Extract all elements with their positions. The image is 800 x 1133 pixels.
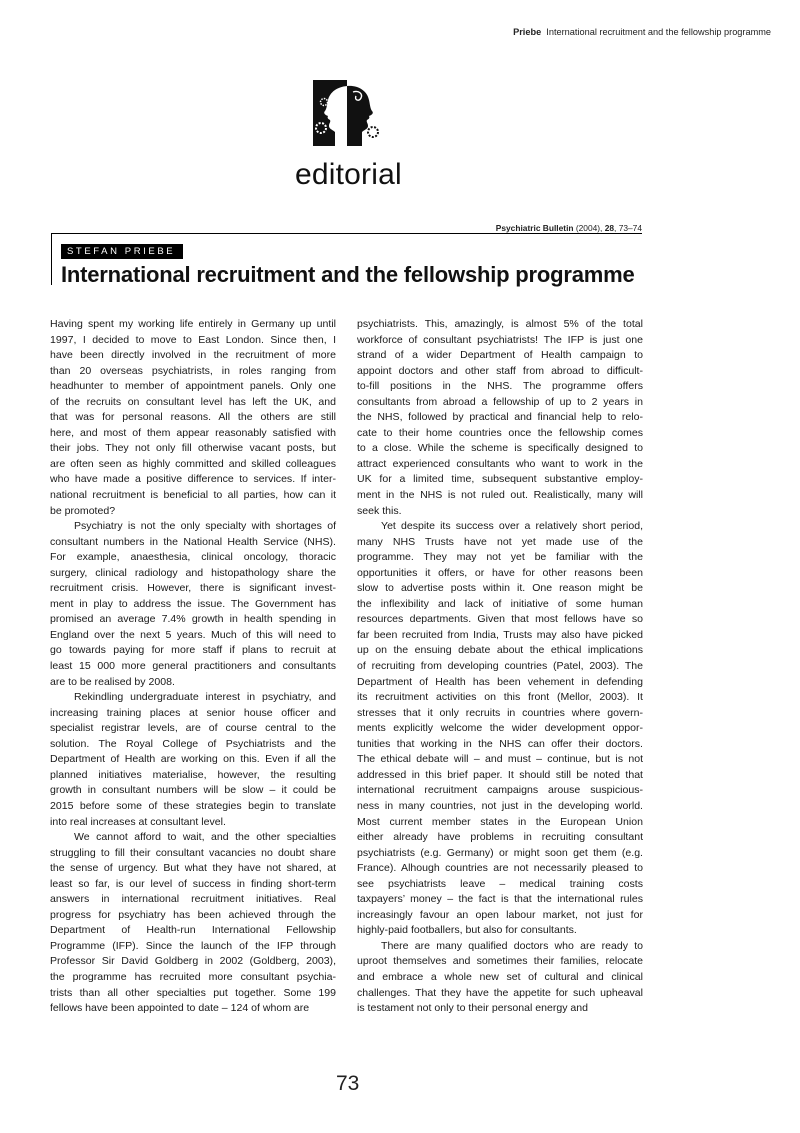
text-line: increasingly favour an open labour market, not just for — [357, 908, 643, 921]
text-line: far been recruited from India, Trusts may also have picked — [357, 628, 643, 641]
citation-pages: , 73–74 — [614, 223, 642, 233]
text-line: solution. The Royal College of Psychiatrists and the — [50, 737, 336, 750]
header-side-rule — [51, 233, 52, 285]
text-line: programme. They may not yet be familiar with the — [357, 551, 643, 564]
text-line: the NHS, followed by practical and financial help to relo- — [357, 411, 643, 424]
body-paragraph — [50, 519, 336, 690]
text-line: surgery, clinical radiology and histopathology share the — [50, 566, 336, 579]
body-paragraph — [50, 830, 336, 1017]
text-line: to-fill positions in the NHS. The programme offers — [357, 380, 643, 393]
text-line: are often seen as highly committed and skilled colleagues — [50, 457, 336, 470]
body-paragraph — [50, 690, 336, 830]
text-line: uproot themselves and sometimes their families, relocate — [357, 955, 643, 968]
text-line: stresses that it only recruits in countries where govern- — [357, 706, 643, 719]
text-line: than 20 overseas psychiatrists, in roles ranging from — [50, 364, 336, 377]
running-head-title: International recruitment and the fellowship programme — [546, 27, 771, 37]
text-line: seek this. — [357, 504, 402, 517]
body-paragraph — [357, 939, 643, 1017]
text-line: increasing training places at senior house officer and — [50, 706, 336, 719]
citation-volume: 28 — [604, 223, 615, 233]
text-line: Professor Sir David Goldberg in 2002 (Goldberg, 2003), — [50, 955, 336, 968]
text-line: its recruitment activities on this front (Mellor, 2003). It — [357, 691, 643, 704]
body-paragraph — [357, 519, 643, 939]
text-line: workforce of consultant psychiatrists! The IFP is just one — [357, 333, 643, 346]
author-badge: STEFAN PRIEBE — [61, 244, 183, 259]
text-line: of recruiting from developing countries (Patel, 2003). The — [357, 660, 643, 673]
article-title: International recruitment and the fellowship programme — [61, 262, 635, 287]
text-line: Having spent my working life entirely in Germany up until — [50, 318, 336, 330]
text-line: We cannot afford to wait, and the other specialties — [74, 831, 336, 844]
text-line: Most current member states in the European Union — [357, 815, 643, 828]
text-line: up on the ensuing debate about the ethical implications — [357, 644, 643, 657]
text-line: consultants from abroad a fellowship of up to 2 years in — [357, 395, 643, 408]
header-rule — [51, 233, 642, 234]
text-line: The ethical debate will – and must – continue, but is not — [357, 753, 643, 766]
text-line: to a close. While the scheme is specifically designed to — [357, 442, 643, 455]
citation-year: (2004), — [575, 223, 603, 233]
text-line: progress for psychiatry has been achieved through the — [50, 908, 336, 921]
text-line: psychiatrists (e.g. Germany) or might soon get them (e.g. — [357, 846, 643, 859]
text-line: planned initiatives materialise, however, the resulting — [50, 768, 336, 781]
text-line: the inflexibility and lack of initiative of some human — [357, 597, 643, 610]
text-line: the sense of urgency. But what they have not shared, at — [50, 862, 336, 875]
text-line: highly-paid footballers, but also for consultants. — [357, 924, 577, 937]
text-line: international recruitment campaigns arouse suspicious- — [357, 784, 643, 797]
text-line: attract experienced consultants who want to work in the — [357, 457, 643, 470]
text-line: addressed in this brief paper. It should still be noted that — [357, 768, 643, 781]
text-line: answers in international recruitment initiatives. Real — [50, 893, 336, 906]
text-line: England over the next 5 years. Much of this will need to — [50, 628, 336, 641]
running-head — [513, 27, 771, 37]
citation-journal: Psychiatric Bulletin — [495, 223, 574, 233]
text-line: resources departments. Given that most fellows have so — [357, 613, 643, 626]
text-line: cate to their home countries once the fellowship comes — [357, 426, 643, 439]
text-line: is testament not only to their personal energy and — [357, 1002, 588, 1015]
right-column — [357, 317, 643, 1017]
text-line: here, and most of them appear reasonably satisfied with — [50, 426, 336, 439]
text-line: headhunter to member of appointment panels. Only one — [50, 380, 336, 393]
body-paragraph — [357, 317, 643, 519]
text-line: growth in consultant numbers will be slow – it could be — [50, 784, 336, 797]
text-line: many NHS Trusts have not yet made use of the — [357, 535, 643, 548]
text-line: UK for a limited time, subsequent substantive employ- — [357, 473, 643, 486]
text-line: There are many qualified doctors who are ready to — [381, 939, 643, 952]
text-line: ment in the NHS is not ruled out. Realistically, many will — [357, 489, 643, 502]
text-line: Yet despite its success over a relatively short period, — [381, 520, 643, 533]
running-head-author: Priebe — [513, 27, 542, 37]
text-line: Programme (IFP). Since the launch of the IFP through — [50, 939, 336, 952]
text-line: least 15 000 more general practitioners and consultants — [50, 660, 336, 673]
text-line: national recruitment is beneficial to all parties, how can it — [50, 489, 336, 502]
page-number: 73 — [336, 1072, 360, 1095]
text-line: strand of a wider Department of Health campaign to — [357, 349, 643, 362]
journal-citation — [496, 223, 642, 233]
text-line: ment in play to address the issue. The Government has — [50, 597, 336, 610]
text-line: taxpayers’ money – the fact is that the international rules — [357, 893, 643, 906]
text-line: tunities that working in the NHS can offer their doctors. — [357, 737, 643, 750]
text-line: slow to advertise posts within it. One reason might be — [357, 582, 643, 595]
text-line: of the recruits on consultant level has left the UK, and — [50, 395, 336, 408]
left-column — [50, 317, 336, 1017]
section-label: editorial — [295, 158, 402, 191]
text-line: that was for personal reasons. All the others are still — [50, 411, 336, 424]
text-line: Department of Health-run International Fellowship — [50, 924, 336, 937]
text-line: psychiatrists. This, amazingly, is almost 5% of the total — [357, 318, 643, 330]
text-line: 1997, I decided to move to East London. Since then, I — [50, 333, 336, 346]
text-line: least so far, is our level of success in finding short-term — [50, 877, 336, 890]
text-line: the programme has recruited more consultant psychia- — [50, 970, 336, 983]
text-line: Psychiatry is not the only specialty with shortages of — [74, 520, 336, 533]
text-line: challenges. That they have the appetite for such upheaval — [357, 986, 643, 999]
text-line: are to be realised by 2008. — [50, 675, 175, 688]
text-line: their jobs. They not only fill otherwise vacant posts, but — [50, 442, 336, 455]
text-line: Department of Health are working on this. Even if all the — [50, 753, 336, 766]
text-line: have been directly involved in the recruitment of more — [50, 349, 336, 362]
text-line: be promoted? — [50, 504, 116, 517]
text-line: opportunities it offers, or have for other reasons been — [357, 566, 643, 579]
text-line: fellows have been appointed to date – 124 of whom are — [50, 1002, 310, 1015]
editorial-heads-logo — [313, 80, 381, 146]
body-paragraph — [50, 317, 336, 519]
text-line: For example, anaesthesia, clinical oncology, thoracic — [50, 551, 336, 564]
text-line: Rekindling undergraduate interest in psychiatry, and — [74, 691, 336, 704]
text-line: 2015 before some of these strategies begin to translate — [50, 799, 336, 812]
text-line: consultant numbers in the National Health Service (NHS). — [50, 535, 336, 548]
text-line: go towards paying for more staff if plans to recruit at — [50, 644, 336, 657]
text-line: into real increases at consultant level. — [50, 815, 226, 828]
text-line: specialist registrar levels, are of course central to the — [50, 722, 336, 735]
text-line: promised an average 7.4% growth in health spending in — [50, 613, 336, 626]
text-line: and embrace a whole new set of cultural and clinical — [357, 970, 643, 983]
text-line: ments explicitly welcome the wider development oppor- — [357, 722, 643, 735]
text-line: ness in many countries, not just in the developing world. — [357, 799, 643, 812]
text-line: trists than all other specialties put together. Some 199 — [50, 986, 336, 999]
text-line: who have made a positive difference to services. If inter- — [50, 473, 336, 486]
text-line: recruitment crisis. However, there is significant invest- — [50, 582, 336, 595]
text-line: struggling to fill their consultant vacancies no doubt share — [50, 846, 336, 859]
text-line: see psychiatrists leave – medical training costs — [357, 877, 643, 890]
text-line: appoint doctors and other staff from abroad to difficult- — [357, 364, 643, 377]
text-line: Department of Health has been vehement in defending — [357, 675, 643, 688]
text-line: France). Alhough countries are not necessarily pleased to — [357, 862, 643, 875]
text-line: either already have problems in recruiting consultant — [357, 831, 643, 844]
